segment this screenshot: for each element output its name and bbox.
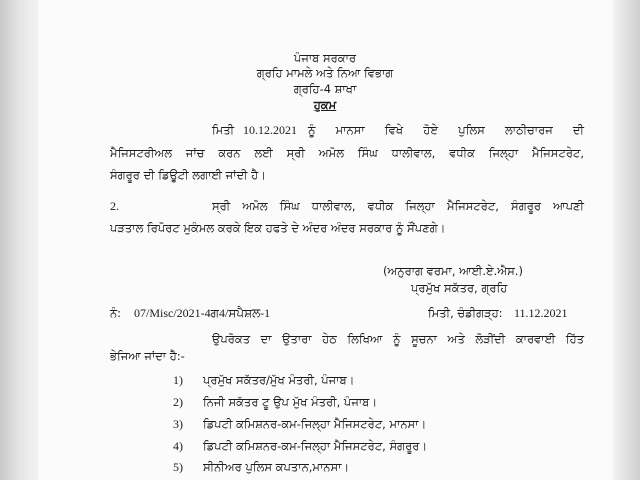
document-page <box>40 0 610 480</box>
list-item-text: ਨਿਜੀ ਸਕੱਤਰ ਟੂ ਉਪ ਮੁੱਖ ਮੰਤਰੀ, ਪੰਜਾਬ। <box>203 395 378 409</box>
para1-date: 10.12.2021 <box>243 123 297 137</box>
list-item-number: 4) <box>173 439 183 453</box>
list-item-number: 1) <box>173 373 183 387</box>
para2-line1: ਸ੍ਰੀ ਅਮੋਲ ਸਿੰਘ ਧਾਲੀਵਾਲ, ਵਧੀਕ ਜਿਲ੍ਹਾ ਮੈਜਿਸਟਰੇਟ, ਸੰਗਰੂਰ ਆਪਣੀ <box>212 199 584 213</box>
reference-number: 07/Misc/2021-4ਗ4/ਸਪੈਸ਼ਲ-1 <box>134 306 271 320</box>
header-branch: ਗ੍ਰਹਿ-4 ਸ਼ਾਖਾ <box>293 82 357 96</box>
reference-date-label: ਮਿਤੀ, ਚੰਡੀਗੜ੍ਹ: <box>428 306 503 320</box>
endorsement-line1: ਉਪਰੋਕਤ ਦਾ ਉਤਾਰਾ ਹੇਠ ਲਿਖਿਆ ਨੂੰ ਸੂਚਨਾ ਅਤੇ ਲੋੜੀਂਦੀ ਕਾਰਵਾਈ ਹਿੱਤ <box>212 332 584 346</box>
para1-date-label: ਮਿਤੀ <box>212 123 235 137</box>
endorsement-line2: ਭੇਜਿਆ ਜਾਂਦਾ ਹੈ:- <box>110 349 185 363</box>
list-item-number: 5) <box>173 460 183 474</box>
para2-number: 2. <box>110 199 119 213</box>
list-item-text: ਡਿਪਟੀ ਕਮਿਸ਼ਨਰ-ਕਮ-ਜਿਲ੍ਹਾ ਮੈਜਿਸਟਰੇਟ, ਮਾਨਸਾ। <box>203 417 427 431</box>
signatory-designation: ਪ੍ਰਮੁੱਖ ਸਕੱਤਰ, ਗ੍ਰਹਿ <box>411 281 508 295</box>
order-title: ਹੁਕਮ <box>313 98 337 112</box>
list-item-text: ਪ੍ਰਮੁੱਖ ਸਕੱਤਰ/ਮੁੱਖ ਮੰਤਰੀ, ਪੰਜਾਬ। <box>203 373 355 387</box>
para1-line1: ਨੂੰ ਮਾਨਸਾ ਵਿਖੇ ਹੋਏ ਪੁਲਿਸ ਲਾਠੀਚਾਰਜ ਦੀ <box>308 123 584 137</box>
para1-line2: ਮੈਜਿਸਟਰੀਅਲ ਜਾਂਚ ਕਰਨ ਲਈ ਸ੍ਰੀ ਅਮੋਲ ਸਿੰਘ ਧਾਲੀਵਾਲ, ਵਧੀਕ ਜਿਲ੍ਹਾ ਮੈਜਿਸਟਰੇਟ, <box>110 146 584 160</box>
list-item-number: 2) <box>173 395 183 409</box>
header-department: ਗ੍ਰਹਿ ਮਾਮਲੇ ਅਤੇ ਨਿਆ ਵਿਭਾਗ <box>256 66 394 80</box>
header-government: ਪੰਜਾਬ ਸਰਕਾਰ <box>293 51 357 65</box>
reference-prefix: ਨੰ: <box>110 306 122 320</box>
signatory-name: (ਅਨੁਰਾਗ ਵਰਮਾ, ਆਈ.ਏ.ਐਸ.) <box>383 264 523 278</box>
reference-date: 11.12.2021 <box>514 306 568 320</box>
para2-line2: ਪੜਤਾਲ ਰਿਪੋਰਟ ਮੁਕੰਮਲ ਕਰਕੇ ਇਕ ਹਫਤੇ ਦੇ ਅੰਦਰ ਅੰਦਰ ਸਰਕਾਰ ਨੂੰ ਸੌਂਪਣਗੇ। <box>110 221 446 235</box>
list-item-number: 3) <box>173 417 183 431</box>
list-item-text: ਡਿਪਟੀ ਕਮਿਸ਼ਨਰ-ਕਮ-ਜਿਲ੍ਹਾ ਮੈਜਿਸਟਰੇਟ, ਸੰਗਰੂਰ। <box>203 439 428 453</box>
list-item-text: ਸੀਨੀਅਰ ਪੁਲਿਸ ਕਪਤਾਨ,ਮਾਨਸਾ। <box>203 460 350 474</box>
para1-line3: ਸੰਗਰੂਰ ਦੀ ਡਿਊਟੀ ਲਗਾਈ ਜਾਂਦੀ ਹੈ। <box>110 168 266 182</box>
